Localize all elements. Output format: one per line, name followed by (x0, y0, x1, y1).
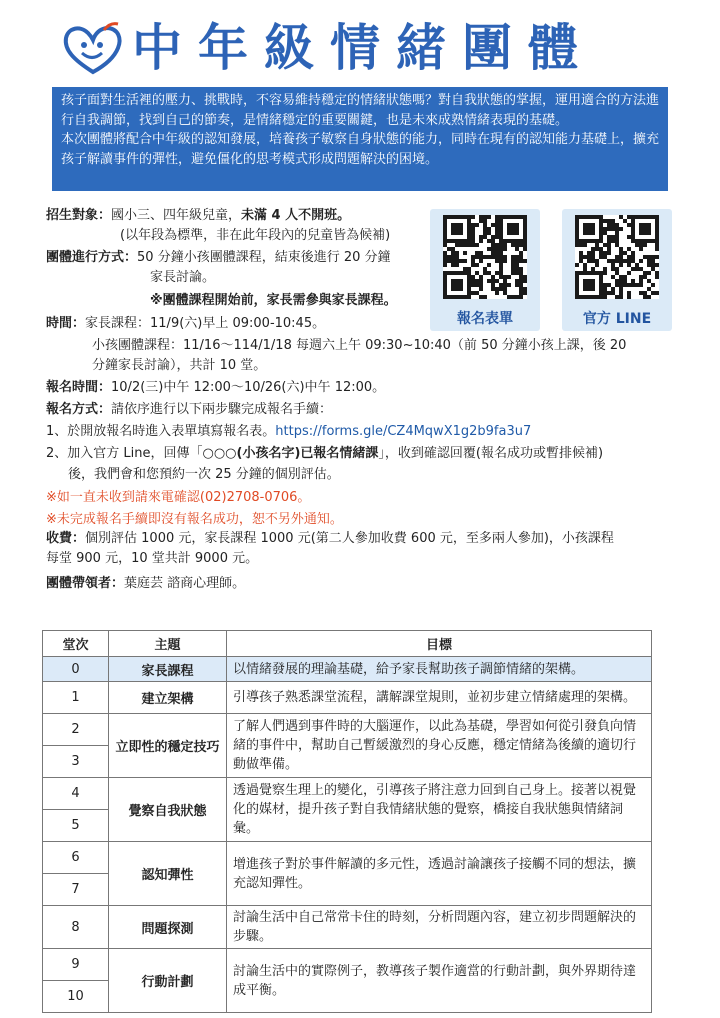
table-row (43, 657, 652, 682)
session-topic: 認知彈性 (109, 842, 227, 906)
session-goal: 增進孩子對於事件解讀的多元性，透過討論讓孩子接觸不同的想法，擴充認知彈性。 (227, 842, 652, 906)
table-row (43, 714, 652, 746)
target-label: 招生對象： (46, 208, 112, 223)
session-topic: 覺察自我狀態 (109, 778, 227, 842)
fee-label: 收費： (46, 531, 86, 546)
session-number: 8 (43, 906, 109, 949)
page-title: 中年級情緒團體 (132, 19, 594, 77)
step-1-text: 1、於開放報名時進入表單填寫報名表。 (46, 424, 276, 439)
session-number: 9 (43, 949, 109, 981)
fee-line (46, 529, 614, 549)
header-topic: 主題 (109, 631, 227, 657)
leader-line (46, 574, 245, 594)
session-goal: 引導孩子熟悉課堂流程，講解課堂規則，並初步建立情緒處理的架構。 (227, 682, 652, 714)
step-2-text: 2、加入官方 Line，回傳「 (46, 446, 203, 461)
session-number: 3 (43, 746, 109, 778)
time-label: 時間： (46, 316, 86, 331)
time-parent: 家長課程：11/9(六)早上 09:00-10:45。 (85, 316, 326, 331)
qr-code-icon (575, 215, 659, 299)
target-bold: 未滿 4 人不開班。 (241, 208, 351, 223)
step-2-line (46, 444, 603, 464)
format-line (46, 248, 391, 268)
session-goal: 討論生活中自己常常卡住的時刻，分析問題內容，建立初步問題解決的步驟。 (227, 906, 652, 949)
target-line (46, 206, 350, 226)
registration-form-link[interactable]: https://forms.gle/CZ4MqwX1g2b9fa3u7 (275, 424, 532, 439)
time-child-1: 小孩團體課程：11/16～114/1/18 每週六上午 09:30~10:40（前 50 分鐘小孩上課，後 20 (92, 338, 627, 353)
session-number: 5 (43, 810, 109, 842)
step-2-message: ○○○(小孩名字)已報名情緒課 (202, 446, 379, 461)
reg-time-text: 10/2(三)中午 12:00～10/26(六)中午 12:00。 (111, 380, 386, 395)
session-topic: 問題探測 (109, 906, 227, 949)
session-goal: 透過覺察生理上的變化，引導孩子將注意力回到自己身上。接著以視覺化的媒材，提升孩子對自我情緒狀態的覺察，橋接自我狀態與情緒詞彙。 (227, 778, 652, 842)
format-text: 50 分鐘小孩團體課程，結束後進行 20 分鐘 (137, 250, 391, 265)
table-row (43, 778, 652, 810)
target-note: (以年段為標準，非在此年段內的兒童皆為候補) (120, 228, 391, 243)
schedule-table (42, 630, 652, 1013)
time-line (46, 314, 325, 334)
table-header-row (43, 631, 652, 657)
format-note: ※團體課程開始前，家長需參與家長課程。 (150, 293, 397, 308)
session-number: 1 (43, 682, 109, 714)
session-number: 6 (43, 842, 109, 874)
time-child-2: 分鐘家長討論），共計 10 堂。 (92, 358, 267, 373)
session-goal: 以情緒發展的理論基礎，給予家長幫助孩子調節情緒的架構。 (227, 657, 652, 682)
phone-note: ※如一直未收到請來電確認(02)2708-0706。 (46, 490, 311, 505)
table-row (43, 949, 652, 981)
title-row (60, 14, 660, 84)
session-goal: 討論生活中的實際例子，教導孩子製作適當的行動計劃，與外界期待達成平衡。 (227, 949, 652, 1013)
session-number: 2 (43, 714, 109, 746)
step-2-text-b: 」，收到確認回覆(報名成功或暫排候補) (378, 446, 604, 461)
session-topic: 立即性的穩定技巧 (109, 714, 227, 778)
session-number: 10 (43, 981, 109, 1013)
session-number: 7 (43, 874, 109, 906)
reg-time-line (46, 378, 385, 398)
header-session: 堂次 (43, 631, 109, 657)
table-row (43, 842, 652, 874)
format-label: 團體進行方式： (46, 250, 138, 265)
reg-method-line (46, 400, 332, 420)
session-goal: 了解人們遇到事件時的大腦運作，以此為基礎，學習如何從引發負向情緒的事件中，幫助自己暫緩激烈的身心反應，穩定情緒為後續的適切行動做準備。 (227, 714, 652, 778)
intro-box (52, 87, 668, 191)
qr-code-icon (443, 215, 527, 299)
schedule-body (43, 657, 652, 1013)
table-row (43, 682, 652, 714)
fee-text: 個別評估 1000 元，家長課程 1000 元(第二人參加收費 600 元，至多兩人參加)，小孩課程 (85, 531, 614, 546)
qr-label: 官方 LINE (582, 311, 652, 327)
session-number: 0 (43, 657, 109, 682)
fee-line-2: 每堂 900 元，10 堂共計 9000 元。 (46, 551, 259, 566)
target-text: 國小三、四年級兒童， (111, 208, 242, 223)
intro-paragraph: 孩子面對生活裡的壓力、挑戰時，不容易維持穩定的情緒狀態嗎？對自我狀態的掌握，運用適合的方法進行自我調節，找到自己的節奏，是情緒穩定的重要關鍵，也是未來成熟情緒表現的基礎。 (61, 93, 660, 128)
table-row (43, 906, 652, 949)
session-topic: 行動計劃 (109, 949, 227, 1013)
heart-logo-icon (60, 20, 126, 80)
leader-text: 葉庭芸 諮商心理師。 (124, 576, 246, 591)
reg-method-label: 報名方式： (46, 402, 112, 417)
step-1-line (46, 422, 531, 442)
reg-method-text: 請依序進行以下兩步驟完成報名手續： (111, 402, 333, 417)
completion-note: ※未完成報名手續即沒有報名成功，恕不另外通知。 (46, 512, 343, 527)
session-number: 4 (43, 778, 109, 810)
intro-paragraph: 本次團體將配合中年級的認知發展，培養孩子敏察自身狀態的能力，同時在現有的認知能力基礎上，擴充孩子解讀事件的彈性，避免僵化的思考模式形成問題解決的困境。 (61, 132, 660, 167)
header-goal: 目標 (227, 631, 652, 657)
session-topic: 家長課程 (109, 657, 227, 682)
step-2-line-2: 後，我們會和您預約一次 25 分鐘的個別評估。 (68, 467, 340, 482)
format-line-2: 家長討論。 (150, 270, 216, 285)
reg-time-label: 報名時間： (46, 380, 112, 395)
session-topic: 建立架構 (109, 682, 227, 714)
qr-card-line[interactable] (562, 209, 672, 331)
leader-label: 團體帶領者： (46, 576, 125, 591)
qr-card-registration[interactable] (430, 209, 540, 331)
qr-label: 報名表單 (457, 311, 513, 327)
